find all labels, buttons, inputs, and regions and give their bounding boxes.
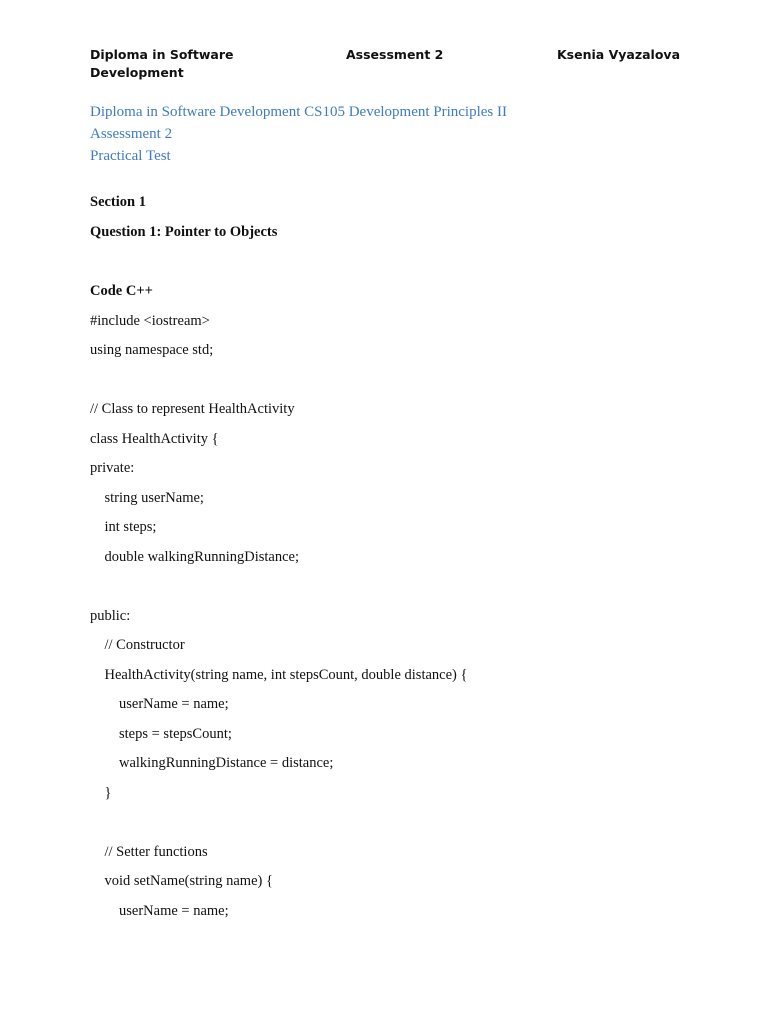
code-line: class HealthActivity { <box>90 431 219 447</box>
header-course: Diploma in Software Development <box>90 47 234 80</box>
code-line: HealthActivity(string name, int stepsCount, double distance) { <box>90 667 468 683</box>
page-header <box>90 46 680 86</box>
code-line: steps = stepsCount; <box>90 726 232 742</box>
document-title-block <box>90 101 507 167</box>
code-line: using namespace std; <box>90 342 214 358</box>
section-heading: Section 1 <box>90 194 146 210</box>
code-line: userName = name; <box>90 903 229 919</box>
code-heading: Code C++ <box>90 283 153 299</box>
code-line: walkingRunningDistance = distance; <box>90 755 334 771</box>
code-line: // Class to represent HealthActivity <box>90 401 295 417</box>
code-line: private: <box>90 460 135 476</box>
code-line: double walkingRunningDistance; <box>90 549 300 565</box>
code-line: int steps; <box>90 519 157 535</box>
header-author: Ksenia Vyazalova <box>557 47 680 62</box>
code-line: #include <iostream> <box>90 313 210 329</box>
code-line: public: <box>90 608 131 624</box>
code-line: string userName; <box>90 490 204 506</box>
code-line: void setName(string name) { <box>90 873 273 889</box>
code-line: userName = name; <box>90 696 229 712</box>
header-assessment: Assessment 2 <box>346 47 444 62</box>
code-line: // Constructor <box>90 637 185 653</box>
code-line: } <box>90 785 112 801</box>
document-subtitle-test: Practical Test <box>90 148 171 164</box>
document-title: Diploma in Software Development CS105 Development Principles II <box>90 104 508 120</box>
document-subtitle-assessment: Assessment 2 <box>90 126 173 142</box>
question-heading: Question 1: Pointer to Objects <box>90 224 278 240</box>
code-line: // Setter functions <box>90 844 208 860</box>
